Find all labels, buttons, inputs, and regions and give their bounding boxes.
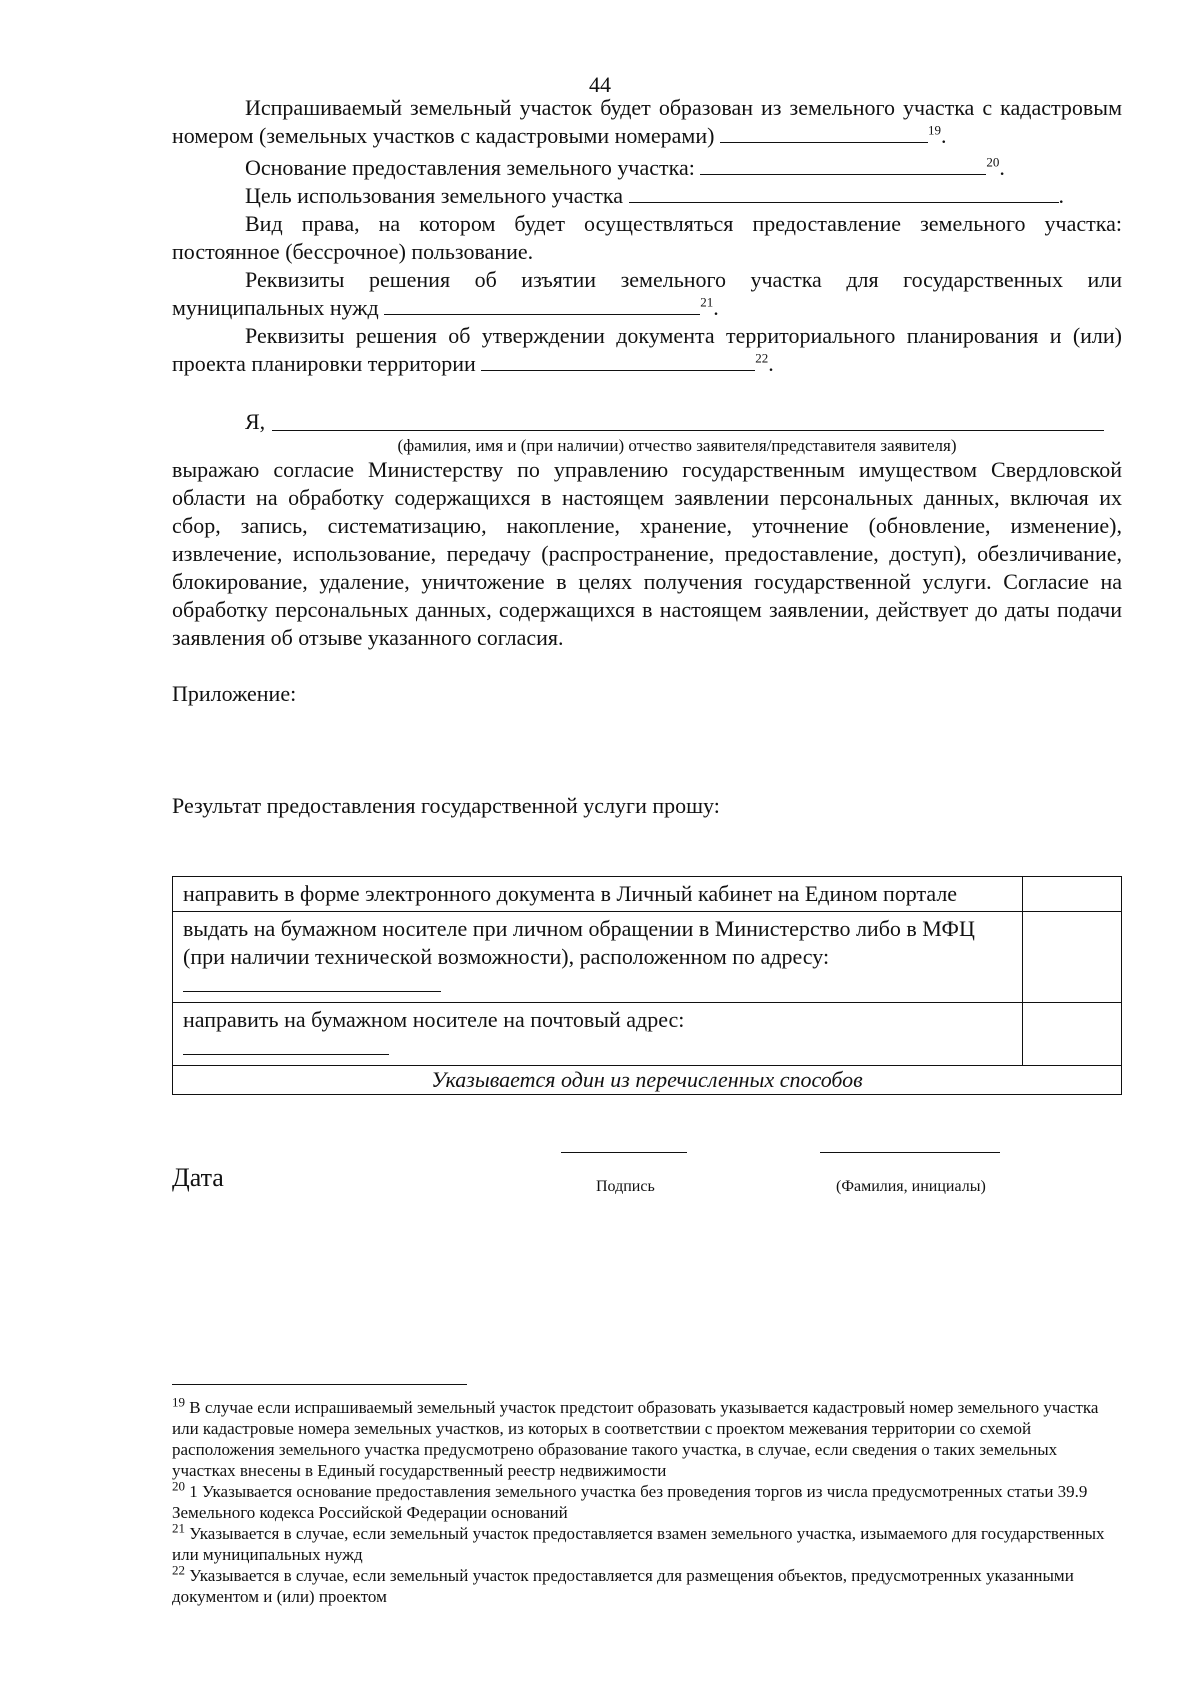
option-checkbox-electronic[interactable] [1023, 877, 1122, 912]
footnote-separator [172, 1384, 467, 1385]
applicant-name-caption: (фамилия, имя и (при наличии) отчество заявителя/представителя заявителя) [397, 436, 957, 455]
paragraph-text: Реквизиты решения об утверждении документа территориального планирования и (или) проекта планировки территории [172, 323, 1122, 376]
delivery-options-table [172, 876, 1122, 1095]
footnote-19 [172, 1394, 1122, 1481]
applicant-name-line [172, 408, 1122, 436]
footnote-text: Указывается в случае, если земельный участок предоставляется для размещения объектов, предусмотренных указанными документом и (или) проектом [172, 1566, 1074, 1606]
signature-line[interactable] [561, 1152, 687, 1153]
table-row [173, 1003, 1122, 1066]
footnote-21 [172, 1520, 1122, 1565]
name-initials-caption: (Фамилия, инициалы) [836, 1178, 986, 1195]
planning-decision-field[interactable] [481, 350, 755, 371]
paragraph-withdrawal-decision: Реквизиты решения об изъятии земельного участка для государственных или муниципальных нужд $^{21}$. [172, 267, 1122, 320]
footnote-number: 20 [172, 1478, 185, 1494]
footnote-number: 22 [172, 1562, 185, 1578]
paragraph-text: Основание предоставления земельного участка: [245, 155, 695, 180]
postal-address-field[interactable] [183, 1034, 389, 1055]
cadastral-number-field[interactable] [720, 122, 928, 143]
footnote-ref: 19 [927, 122, 941, 138]
signature-caption: Подпись [596, 1178, 655, 1195]
option-paper-mail: направить на бумажном носителе на почтовый адрес: [183, 1007, 685, 1032]
paragraph-text: Испрашиваемый земельный участок будет образован из земельного участка с кадастровым номером (земельных участков с кадастровыми номерами) [172, 95, 1122, 148]
option-paper-in-person: выдать на бумажном носителе при личном обращении в Министерство либо в МФЦ (при наличии технической возможности), расположенном по адресу: [183, 916, 975, 969]
option-cell [173, 912, 1023, 1003]
application-body [172, 94, 1122, 820]
footnote-ref: 21 [700, 294, 714, 310]
footnote-number: 21 [172, 1520, 185, 1536]
date-label: Дата [172, 1163, 224, 1192]
page-number: 44 [589, 72, 611, 97]
address-field[interactable] [183, 971, 441, 992]
footnote-text: 1 Указывается основание предоставления земельного участка без проведения торгов из числа предусмотренных статьи 39.9 Земельного кодекса Российской Федерации оснований [172, 1482, 1088, 1522]
paragraph-right-type: Вид права, на котором будет осуществляться предоставление земельного участка: постоянное (бессрочное) пользование. [172, 211, 1122, 264]
table-row [173, 1066, 1122, 1095]
basis-field[interactable] [700, 154, 986, 175]
option-checkbox-paper-in-person[interactable] [1023, 912, 1122, 1003]
footnote-22 [172, 1562, 1122, 1607]
footnote-ref: 20 [986, 154, 1000, 170]
footnotes [172, 1394, 1122, 1607]
result-label: Результат предоставления государственной услуги прошу: [172, 793, 720, 818]
paragraph-basis: Основание предоставления земельного участка: $^{20}$. [245, 154, 1005, 180]
footnote-20 [172, 1478, 1122, 1523]
footnote-text: Указывается в случае, если земельный участок предоставляется взамен земельного участка, изымаемого для государственных или муниципальных нужд [172, 1524, 1105, 1564]
option-electronic: направить в форме электронного документа в Личный кабинет на Едином портале [183, 881, 958, 906]
table-row [173, 912, 1122, 1003]
withdrawal-decision-field[interactable] [384, 294, 700, 315]
footnote-text: В случае если испрашиваемый земельный участок предстоит образовать указывается кадастровый номер земельного участка или кадастровые номера земельных участков, из которых в соответствии с проектом межевания территории со схемой расположения земельного участка предусмотрено образование такого участка, в случае, если сведения о таких земельных участках внесены в Единый государственный реестр недвижимости [172, 1398, 1099, 1480]
paragraph-text: Реквизиты решения об изъятии земельного участка для государственных или муниципальных нужд [172, 267, 1122, 320]
table-row [173, 877, 1122, 912]
paragraph-text: Цель использования земельного участка [245, 183, 624, 208]
purpose-field[interactable] [629, 182, 1059, 203]
footnote-number: 19 [172, 1394, 185, 1410]
consent-paragraph: выражаю согласие Министерству по управлению государственным имуществом Свердловской области на обработку содержащихся в настоящем заявлении персональных данных, включая их сбор, запись, систематизацию, накопление, хранение, уточнение (обновление, изменение), извлечение, использование, передачу (распространение, предоставление, доступ), обезличивание, блокирование, удаление, уничтожение в целях получения государственной услуги. Согласие на обработку персональных данных, содержащихся в настоящем заявлении, действует до даты подачи заявления об отзыве указанного согласия. [172, 457, 1122, 650]
attachment-label: Приложение: [172, 681, 297, 706]
ya-label: Я, [245, 409, 266, 434]
option-checkbox-paper-mail[interactable] [1023, 1003, 1122, 1066]
footnote-ref: 22 [755, 350, 769, 366]
applicant-name-field[interactable] [272, 408, 1104, 431]
paragraph-parcel-formation: Испрашиваемый земельный участок будет образован из земельного участка с кадастровым номером (земельных участков с кадастровыми номерами) $^{19}$. [172, 95, 1122, 148]
option-cell [173, 877, 1023, 912]
name-initials-line[interactable] [820, 1152, 1000, 1153]
options-note: Указывается один из перечисленных способов [173, 1066, 1122, 1095]
paragraph-planning-decision: Реквизиты решения об утверждении документа территориального планирования и (или) проекта планировки территории $^{22}$. [172, 323, 1122, 376]
paragraph-purpose: Цель использования земельного участка . [245, 183, 1065, 208]
option-cell [173, 1003, 1023, 1066]
